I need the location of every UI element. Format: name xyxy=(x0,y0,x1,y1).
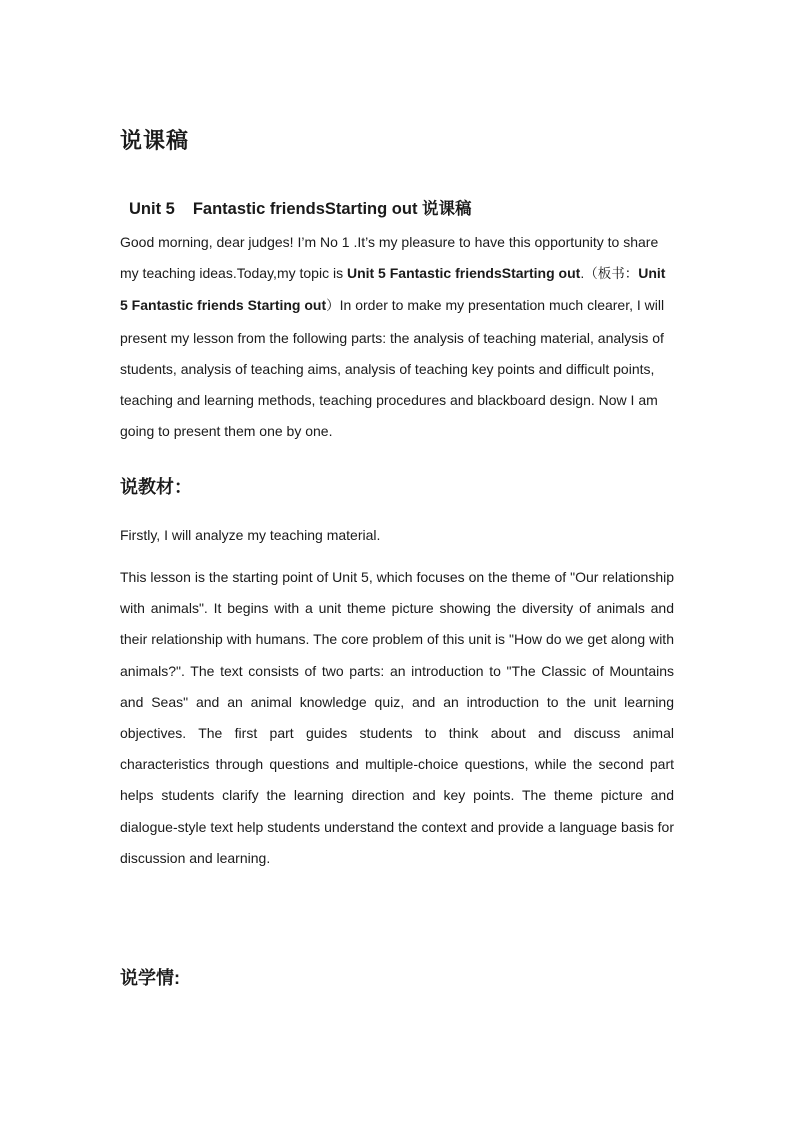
subtitle-rest: Fantastic friendsStarting out 说课稿 xyxy=(192,200,472,218)
document-title: 说课稿 xyxy=(120,128,190,153)
intro-text-3: In order to make my presentation much clearer, I will present my lesson from the following parts: the analysis of teaching material, analysis of students, analysis of teaching aims, analysis of teaching key points and difficult points, teaching and learning methods, teaching procedures and blackboard design. Now I am going to present them one by one. xyxy=(120,297,665,440)
section-heading-students: 说学情: xyxy=(120,968,180,988)
board-close: ） xyxy=(326,298,340,315)
material-paragraph: This lesson is the starting point of Unit 5, which focuses on the theme of "Our relationship with animals". It begins with a unit theme picture showing the diversity of animals and their relationship with humans. The core problem of this unit is "How do we get along with animals?". The text consists of two parts: an introduction to "The Classic of Mountains and Seas" and an animal knowledge quiz, and an introduction to the unit learning objectives. The first part guides students to think about and discuss animal characteristics through questions and multiple-choice questions, while the second part helps students clarify the learning direction and key points. The theme picture and dialogue-style text help students understand the context and provide a language basis for discussion and learning. xyxy=(120,569,674,866)
intro-paragraph xyxy=(120,227,674,447)
board-title: Unit 5 Fantastic friends Starting out xyxy=(120,265,666,314)
subtitle-unit: Unit 5 xyxy=(129,200,175,218)
material-firstly: Firstly, I will analyze my teaching material. xyxy=(120,527,381,543)
lesson-subtitle xyxy=(129,195,472,219)
intro-topic: Unit 5 Fantastic friendsStarting out xyxy=(346,265,581,282)
intro-text-2: . xyxy=(580,265,585,282)
section-heading-material: 说教材： xyxy=(120,477,192,497)
intro-text-1: Good morning, dear judges! I’m No 1 .It’s my pleasure to have this opportunity to share my teaching ideas.Today,my topic is xyxy=(120,234,659,282)
board-open: （板书： xyxy=(584,266,639,283)
